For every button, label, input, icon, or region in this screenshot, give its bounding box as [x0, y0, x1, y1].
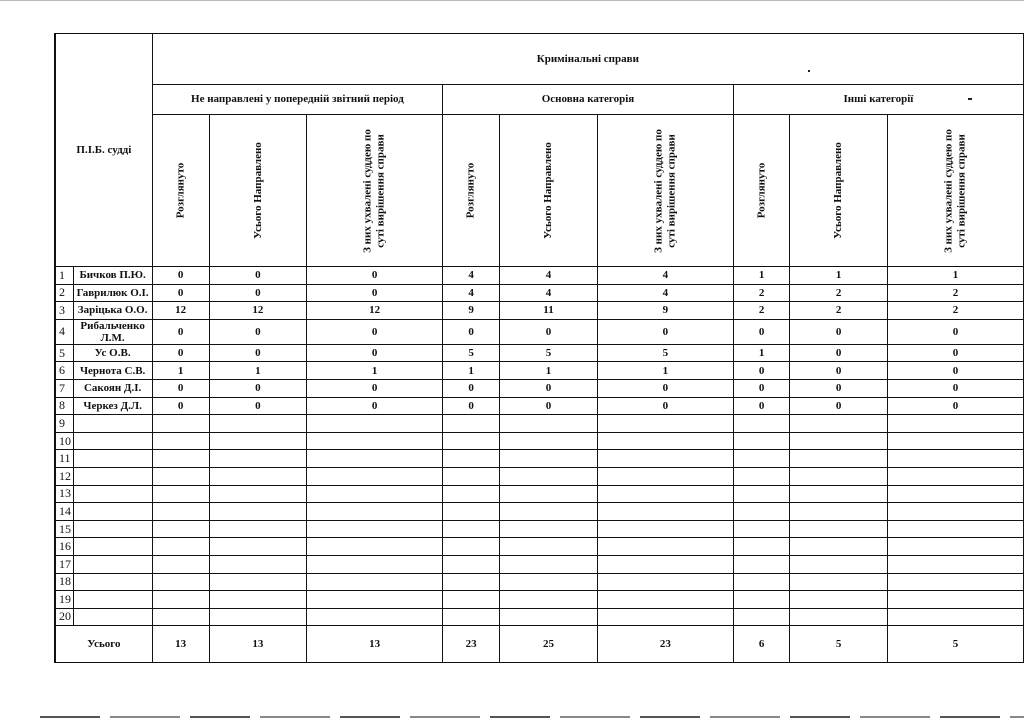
cell-value [209, 538, 307, 556]
cell-value: 1 [733, 267, 790, 285]
cell-value: 2 [733, 284, 790, 302]
cell-value: 2 [790, 284, 888, 302]
cell-value [209, 573, 307, 591]
cell-value [152, 485, 209, 503]
cell-value [790, 591, 888, 609]
row-number: 1 [55, 267, 73, 285]
judge-name [73, 485, 152, 503]
judge-name-header: П.І.Б. судді [55, 34, 152, 267]
total-value: 13 [152, 626, 209, 663]
cell-value [500, 467, 598, 485]
cell-value [597, 591, 733, 609]
group-header-other-categories: Інші категорії [733, 85, 1023, 115]
cell-value [790, 432, 888, 450]
total-value: 13 [307, 626, 443, 663]
cell-value [790, 503, 888, 521]
cell-value [733, 467, 790, 485]
row-number: 12 [55, 467, 73, 485]
table-row [55, 503, 1024, 521]
cell-value: 0 [307, 379, 443, 397]
table-row [55, 520, 1024, 538]
cell-value [209, 415, 307, 433]
cell-value: 1 [152, 362, 209, 380]
cell-value [887, 432, 1023, 450]
cell-value [597, 520, 733, 538]
cell-value: 5 [500, 344, 598, 362]
cell-value [887, 503, 1023, 521]
cell-value: 0 [887, 344, 1023, 362]
judge-name: Рибальченко Л.М. [73, 319, 152, 344]
judge-name: Гаврилюк О.І. [73, 284, 152, 302]
table-row [55, 608, 1024, 626]
cell-value [443, 485, 500, 503]
cell-value [307, 485, 443, 503]
cell-value [500, 520, 598, 538]
cell-value [307, 538, 443, 556]
scan-bottom-line [40, 716, 1024, 718]
cell-value [733, 591, 790, 609]
cell-value [500, 608, 598, 626]
cell-value [733, 432, 790, 450]
cell-value [887, 573, 1023, 591]
cell-value: 0 [790, 344, 888, 362]
cell-value [443, 432, 500, 450]
cell-value [443, 573, 500, 591]
cell-value: 2 [790, 302, 888, 320]
table-row [55, 538, 1024, 556]
cell-value: 4 [443, 284, 500, 302]
total-row [55, 626, 1024, 663]
cell-value [500, 485, 598, 503]
cell-value [443, 503, 500, 521]
cell-value: 1 [887, 267, 1023, 285]
table-row [55, 267, 1024, 285]
cell-value: 9 [597, 302, 733, 320]
row-number: 15 [55, 520, 73, 538]
row-number: 17 [55, 555, 73, 573]
cell-value: 5 [443, 344, 500, 362]
cell-value: 4 [443, 267, 500, 285]
table-row [55, 485, 1024, 503]
cell-value: 2 [887, 284, 1023, 302]
cell-value [500, 591, 598, 609]
cell-value: 0 [209, 379, 307, 397]
subcolumn-header: Розглянуто [443, 115, 500, 267]
total-value: 5 [887, 626, 1023, 663]
cell-value [733, 450, 790, 468]
cell-value: 0 [790, 379, 888, 397]
cell-value: 12 [209, 302, 307, 320]
cell-value: 0 [597, 319, 733, 344]
table-row [55, 467, 1024, 485]
cell-value [597, 485, 733, 503]
cell-value: 0 [887, 379, 1023, 397]
cell-value [209, 520, 307, 538]
cell-value [152, 432, 209, 450]
cell-value [733, 520, 790, 538]
table-row [55, 397, 1024, 415]
cell-value [152, 555, 209, 573]
cell-value [887, 485, 1023, 503]
cell-value [887, 608, 1023, 626]
cell-value: 1 [500, 362, 598, 380]
judge-name [73, 573, 152, 591]
cell-value [152, 573, 209, 591]
row-number: 7 [55, 379, 73, 397]
subcolumn-header: Усього Направлено [209, 115, 307, 267]
cell-value: 0 [443, 379, 500, 397]
scan-top-edge [0, 0, 1024, 1]
cell-value [443, 467, 500, 485]
judge-name: Сакоян Д.І. [73, 379, 152, 397]
cell-value [500, 503, 598, 521]
cell-value [597, 538, 733, 556]
cell-value: 0 [790, 397, 888, 415]
total-value: 23 [597, 626, 733, 663]
cell-value [500, 555, 598, 573]
cell-value [307, 573, 443, 591]
row-number: 11 [55, 450, 73, 468]
cell-value: 0 [733, 379, 790, 397]
table-row [55, 415, 1024, 433]
cell-value [790, 520, 888, 538]
cell-value: 1 [733, 344, 790, 362]
cell-value [209, 450, 307, 468]
cell-value: 9 [443, 302, 500, 320]
cell-value [500, 415, 598, 433]
cell-value [209, 555, 307, 573]
cell-value [597, 608, 733, 626]
total-value: 5 [790, 626, 888, 663]
cell-value: 0 [733, 319, 790, 344]
cell-value [887, 591, 1023, 609]
table-row [55, 362, 1024, 380]
subcolumn-header: З них ухвалені суддею по суті вирішення справи [597, 115, 733, 267]
criminal-cases-table [54, 33, 1024, 663]
cell-value [790, 608, 888, 626]
cell-value: 0 [307, 397, 443, 415]
cell-value [307, 432, 443, 450]
cell-value: 0 [597, 379, 733, 397]
cell-value: 0 [887, 397, 1023, 415]
cell-value: 0 [597, 397, 733, 415]
cell-value [209, 485, 307, 503]
row-number: 10 [55, 432, 73, 450]
row-number: 3 [55, 302, 73, 320]
judge-name [73, 538, 152, 556]
cell-value [597, 467, 733, 485]
cell-value [790, 555, 888, 573]
judge-name: Ус О.В. [73, 344, 152, 362]
cell-value [152, 520, 209, 538]
cell-value [790, 467, 888, 485]
cell-value [307, 520, 443, 538]
cell-value [443, 415, 500, 433]
cell-value: 0 [307, 344, 443, 362]
cell-value [152, 608, 209, 626]
row-number: 20 [55, 608, 73, 626]
row-number: 8 [55, 397, 73, 415]
criminal-cases-header: Кримінальні справи [152, 34, 1023, 85]
cell-value [443, 450, 500, 468]
row-number: 2 [55, 284, 73, 302]
judge-name: Бичков П.Ю. [73, 267, 152, 285]
table-body [55, 267, 1024, 626]
total-value: 23 [443, 626, 500, 663]
cell-value [887, 538, 1023, 556]
judge-name [73, 503, 152, 521]
cell-value: 1 [443, 362, 500, 380]
group-header-main-category: Основна категорія [443, 85, 734, 115]
cell-value: 0 [733, 397, 790, 415]
judge-name: Черкез Д.Л. [73, 397, 152, 415]
table-row [55, 379, 1024, 397]
row-number: 19 [55, 591, 73, 609]
table-header [55, 34, 1024, 267]
total-value: 13 [209, 626, 307, 663]
cell-value [307, 591, 443, 609]
table-row [55, 344, 1024, 362]
cell-value: 0 [733, 362, 790, 380]
cell-value [733, 608, 790, 626]
row-number: 16 [55, 538, 73, 556]
cell-value [887, 450, 1023, 468]
cell-value: 4 [500, 284, 598, 302]
cell-value [790, 573, 888, 591]
cell-value: 0 [887, 362, 1023, 380]
row-number: 13 [55, 485, 73, 503]
cell-value [152, 591, 209, 609]
cell-value: 5 [597, 344, 733, 362]
cell-value [790, 538, 888, 556]
judge-name [73, 555, 152, 573]
row-number: 5 [55, 344, 73, 362]
cell-value: 1 [307, 362, 443, 380]
table-row [55, 284, 1024, 302]
total-label: Усього [55, 626, 152, 663]
cell-value: 2 [887, 302, 1023, 320]
table-row [55, 450, 1024, 468]
cell-value [443, 520, 500, 538]
cell-value [307, 555, 443, 573]
cell-value [307, 503, 443, 521]
cell-value [443, 538, 500, 556]
cell-value [597, 555, 733, 573]
cell-value: 0 [307, 284, 443, 302]
judge-name [73, 520, 152, 538]
cell-value: 0 [500, 379, 598, 397]
judge-name: Чернота С.В. [73, 362, 152, 380]
cell-value [790, 450, 888, 468]
cell-value: 0 [790, 362, 888, 380]
subcolumn-header: Розглянуто [152, 115, 209, 267]
cell-value: 4 [500, 267, 598, 285]
row-number: 6 [55, 362, 73, 380]
table-row [55, 319, 1024, 344]
table-row [55, 555, 1024, 573]
cell-value [887, 467, 1023, 485]
subcolumn-header: З них ухвалені суддею по суті вирішення справи [307, 115, 443, 267]
cell-value: 0 [152, 344, 209, 362]
cell-value [500, 573, 598, 591]
table-row [55, 432, 1024, 450]
judge-name: Заріцька О.О. [73, 302, 152, 320]
cell-value [152, 538, 209, 556]
cell-value [500, 450, 598, 468]
cell-value [597, 573, 733, 591]
cell-value [790, 485, 888, 503]
cell-value: 12 [152, 302, 209, 320]
cell-value: 1 [790, 267, 888, 285]
subcolumn-header: Розглянуто [733, 115, 790, 267]
cell-value [443, 555, 500, 573]
cell-value [597, 503, 733, 521]
cell-value [597, 415, 733, 433]
judge-name [73, 432, 152, 450]
cell-value: 0 [209, 397, 307, 415]
cell-value: 0 [209, 344, 307, 362]
cell-value: 0 [500, 319, 598, 344]
row-number: 18 [55, 573, 73, 591]
table-row [55, 302, 1024, 320]
cell-value [790, 415, 888, 433]
judge-name [73, 591, 152, 609]
cell-value: 4 [597, 267, 733, 285]
cell-value [307, 608, 443, 626]
cell-value: 0 [307, 267, 443, 285]
cell-value [733, 573, 790, 591]
cell-value [152, 503, 209, 521]
cell-value [887, 415, 1023, 433]
cell-value [152, 415, 209, 433]
group-header-not-sent-previous: Не направлені у попередній звітний період [152, 85, 442, 115]
judge-name [73, 450, 152, 468]
cell-value [307, 467, 443, 485]
cell-value: 0 [443, 319, 500, 344]
cell-value: 12 [307, 302, 443, 320]
cell-value: 0 [500, 397, 598, 415]
cell-value: 0 [887, 319, 1023, 344]
subcolumn-header: Усього Направлено [790, 115, 888, 267]
row-number: 4 [55, 319, 73, 344]
cell-value: 0 [209, 284, 307, 302]
subcolumn-header: З них ухвалені суддею по суті вирішення справи [887, 115, 1023, 267]
cell-value [733, 555, 790, 573]
judge-name [73, 608, 152, 626]
cell-value: 0 [307, 319, 443, 344]
cell-value: 0 [209, 267, 307, 285]
cell-value [443, 608, 500, 626]
cell-value [152, 467, 209, 485]
cell-value [500, 538, 598, 556]
subcolumn-header: Усього Направлено [500, 115, 598, 267]
cell-value [733, 503, 790, 521]
cell-value: 1 [209, 362, 307, 380]
cell-value: 0 [152, 397, 209, 415]
cell-value [209, 503, 307, 521]
cell-value [209, 467, 307, 485]
total-value: 6 [733, 626, 790, 663]
cell-value: 0 [152, 319, 209, 344]
row-number: 14 [55, 503, 73, 521]
cell-value: 0 [152, 379, 209, 397]
cell-value [443, 591, 500, 609]
cell-value: 2 [733, 302, 790, 320]
cell-value [733, 415, 790, 433]
row-number: 9 [55, 415, 73, 433]
table-row [55, 573, 1024, 591]
cell-value: 0 [790, 319, 888, 344]
cell-value [152, 450, 209, 468]
cell-value: 0 [443, 397, 500, 415]
judge-name [73, 415, 152, 433]
judge-name [73, 467, 152, 485]
cell-value [500, 432, 598, 450]
cell-value [733, 485, 790, 503]
total-value: 25 [500, 626, 598, 663]
cell-value: 1 [597, 362, 733, 380]
table-row [55, 591, 1024, 609]
cell-value [733, 538, 790, 556]
cell-value [887, 520, 1023, 538]
cell-value: 4 [597, 284, 733, 302]
cell-value [597, 432, 733, 450]
cell-value: 0 [152, 267, 209, 285]
cell-value [209, 608, 307, 626]
cell-value [307, 450, 443, 468]
cell-value [307, 415, 443, 433]
cell-value [209, 591, 307, 609]
cell-value: 11 [500, 302, 598, 320]
cell-value [597, 450, 733, 468]
cell-value: 0 [209, 319, 307, 344]
cell-value [887, 555, 1023, 573]
cell-value [209, 432, 307, 450]
cell-value: 0 [152, 284, 209, 302]
